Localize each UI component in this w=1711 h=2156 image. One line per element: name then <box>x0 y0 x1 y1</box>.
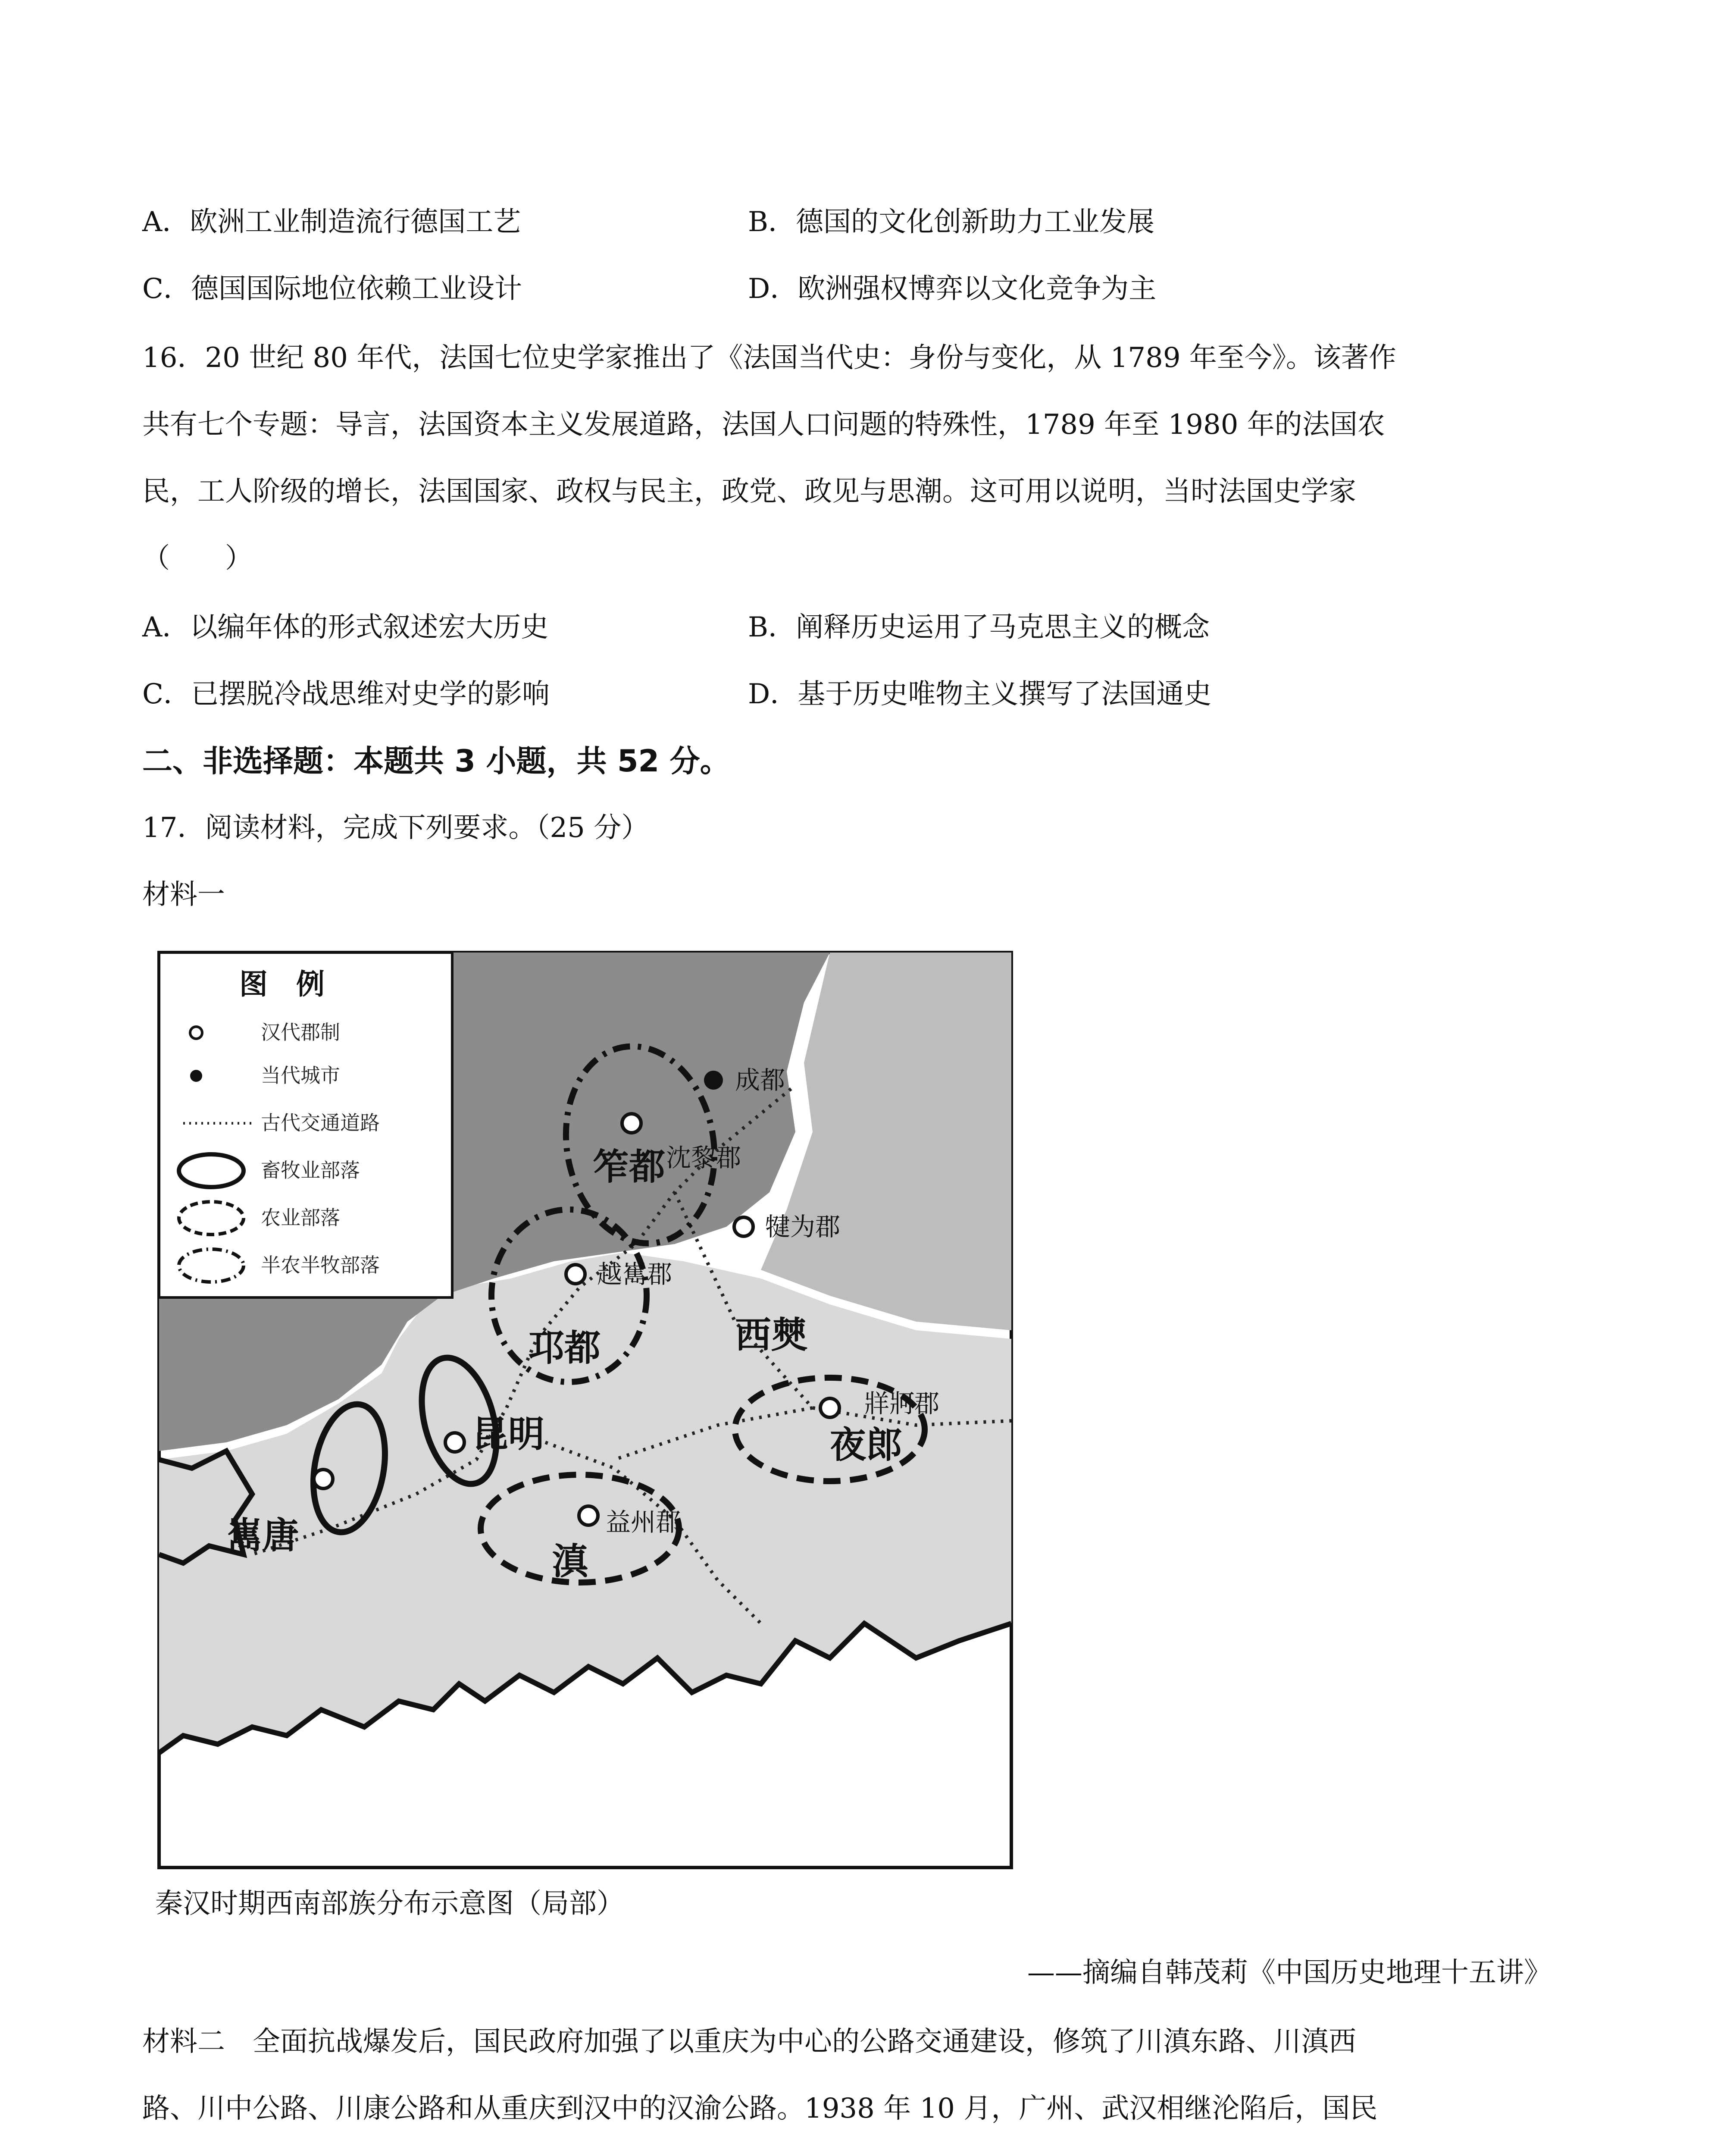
q16-option-b: B．阐释历史运用了马克思主义的概念 <box>748 611 1210 643</box>
q15-option-d: D．欧洲强权博弈以文化竞争为主 <box>748 273 1157 305</box>
label-shenli: 沈黎郡 <box>666 1143 741 1172</box>
city-chengdu-dot <box>704 1071 723 1090</box>
commandery-sui-dot <box>314 1470 333 1489</box>
label-qiongdu: 邛都 <box>528 1327 601 1369</box>
legend-ancient-road: 古代交通道路 <box>261 1111 380 1134</box>
commandery-kunming-dot <box>445 1433 464 1452</box>
label-jianwei: 犍为郡 <box>765 1212 841 1241</box>
commandery-shenli-dot <box>622 1114 641 1133</box>
label-yizhou: 益州郡 <box>606 1507 681 1537</box>
commandery-jianwei-dot <box>734 1217 753 1236</box>
material-1-label: 材料一 <box>142 879 225 911</box>
label-yelang: 夜郎 <box>830 1424 903 1466</box>
label-zangke: 牂牁郡 <box>864 1389 940 1418</box>
map-source: ——摘编自韩茂莉《中国历史地理十五讲》 <box>1027 1957 1551 1989</box>
q16-option-d: D．基于历史唯物主义撰写了法国通史 <box>748 678 1212 710</box>
q16-option-c: C．已摆脱冷战思维对史学的影响 <box>142 678 550 710</box>
legend-city-icon <box>190 1070 202 1082</box>
label-sui: 嶲唐 <box>226 1514 299 1557</box>
q15-option-b: B．德国的文化创新助力工业发展 <box>748 206 1155 238</box>
label-xibo: 西僰 <box>735 1314 808 1356</box>
q15-option-a: A．欧洲工业制造流行德国工艺 <box>142 206 521 238</box>
commandery-yizhou-dot <box>579 1506 598 1525</box>
q16-line-3: 民，工人阶级的增长，法国国家、政权与民主，政党、政见与思潮。这可用以说明，当时法国史学家 <box>142 476 1356 508</box>
legend-agri-tribe: 农业部落 <box>261 1206 340 1229</box>
section-2-title: 二、非选择题：本题共 3 小题，共 52 分。 <box>142 743 730 779</box>
q16-line-2: 共有七个专题：导言，法国资本主义发展道路，法国人口问题的特殊性，1789 年至 1980 年的法国农 <box>142 409 1385 441</box>
label-kunming: 昆明 <box>472 1413 545 1455</box>
q16-answer-blank: （ ） <box>142 542 253 574</box>
legend-modern-city: 当代城市 <box>261 1064 340 1087</box>
material-2-line-1: 材料二 全面抗战爆发后，国民政府加强了以重庆为中心的公路交通建设，修筑了川滇东路、川滇西 <box>142 2026 1356 2058</box>
label-chengdu: 成都 <box>735 1065 785 1095</box>
legend-title: 图 例 <box>239 968 325 1001</box>
label-yuexi: 越嶲郡 <box>597 1260 673 1289</box>
label-dian: 滇 <box>552 1540 588 1583</box>
commandery-zangke-dot <box>820 1398 839 1417</box>
southwest-tribes-map <box>157 951 1013 1869</box>
q15-option-c: C．德国国际地位依赖工业设计 <box>142 273 522 305</box>
legend-han-commandery: 汉代郡制 <box>261 1021 340 1044</box>
commandery-yuexi-dot <box>566 1265 585 1284</box>
q16-option-a: A．以编年体的形式叙述宏大历史 <box>142 611 549 643</box>
q17-intro: 17．阅读材料，完成下列要求。（25 分） <box>142 812 649 844</box>
legend-pastoral-tribe: 畜牧业部落 <box>261 1159 360 1182</box>
legend-semi-tribe: 半农半牧部落 <box>261 1253 380 1277</box>
legend-han-icon <box>190 1027 202 1039</box>
label-zedu: 笮都 <box>593 1146 666 1188</box>
q16-line-1: 16．20 世纪 80 年代，法国七位史学家推出了《法国当代史：身份与变化，从 1789 年至今》。该著作 <box>142 342 1396 374</box>
material-2-line-2: 路、川中公路、川康公路和从重庆到汉中的汉渝公路。1938 年 10 月，广州、武汉相继沦陷后，国民 <box>142 2093 1378 2125</box>
map-caption: 秦汉时期西南部族分布示意图（局部） <box>155 1888 624 1920</box>
